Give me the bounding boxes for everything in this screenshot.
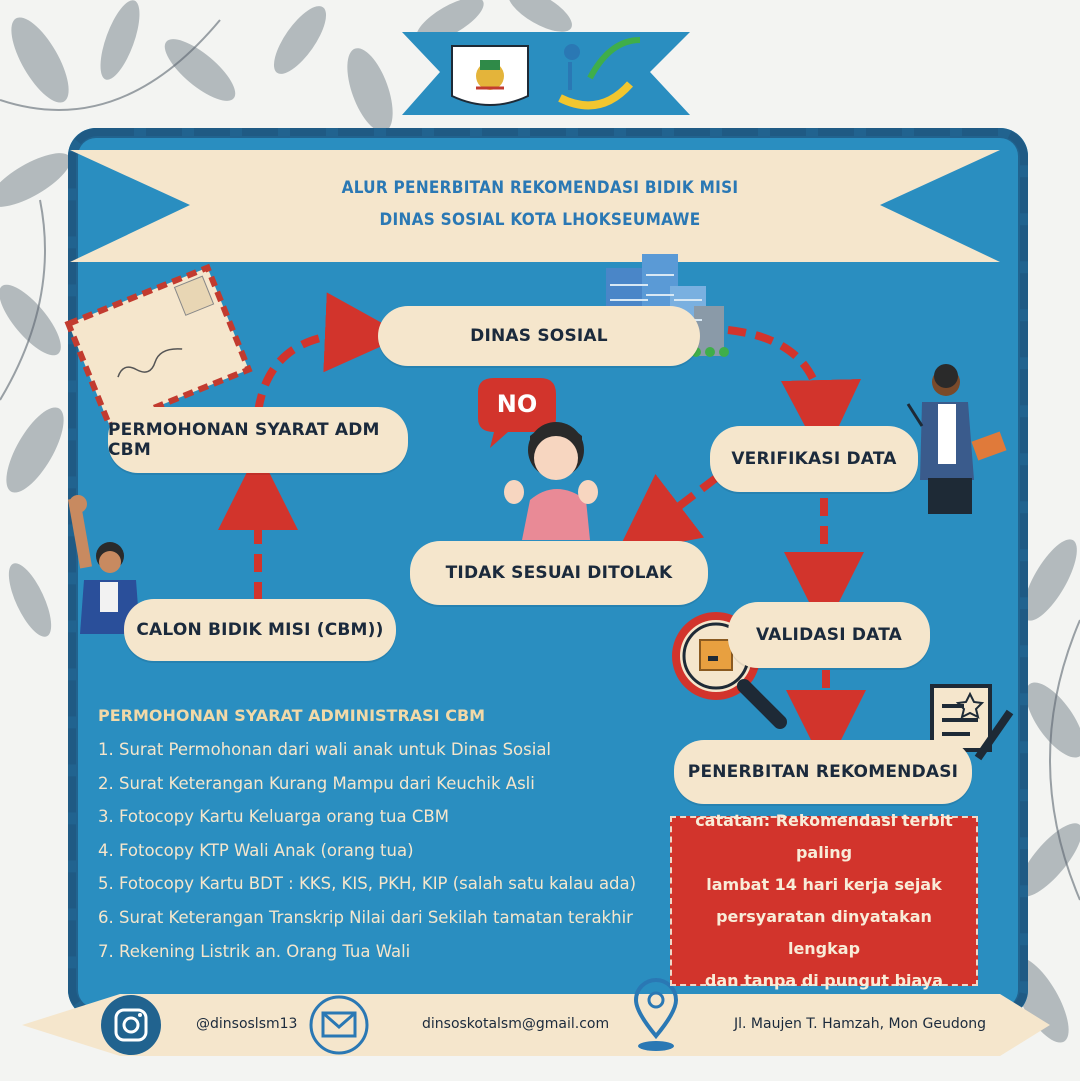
step-label: VALIDASI DATA <box>755 625 903 645</box>
street-address: Jl. Maujen T. Hamzah, Mon Geudong <box>734 1016 987 1032</box>
step-dinas-sosial <box>378 306 700 366</box>
step-label: DINAS SOSIAL <box>470 326 608 346</box>
requirements-title: PERMOHONAN SYARAT ADMINISTRASI CBM <box>98 706 486 725</box>
title-line-2: DINAS SOSIAL KOTA LHOKSEUMAWE <box>379 210 701 230</box>
requirements-section <box>98 706 658 968</box>
requirement-item: 7. Rekening Listrik an. Orang Tua Wali <box>98 941 411 961</box>
note-box <box>670 811 978 990</box>
note-line: dan tanpa di pungut biaya <box>704 971 944 990</box>
step-penerbitan <box>674 740 972 804</box>
requirement-item: 3. Fotocopy Kartu Keluarga orang tua CBM <box>98 807 449 827</box>
step-label: CALON BIDIK MISI (CBM)) <box>136 620 384 640</box>
requirement-item: 1. Surat Permohonan dari wali anak untuk Dinas Sosial <box>98 740 552 759</box>
arrow-permohonan-to-dinas <box>258 334 365 412</box>
arrow-dinas-to-verifikasi <box>728 330 822 420</box>
note-line: lambat 14 hari kerja sejak <box>706 875 942 894</box>
step-ditolak <box>410 541 708 605</box>
note-line: catatan: Rekomendasi terbit paling <box>695 811 953 862</box>
requirement-item: 4. Fotocopy KTP Wali Anak (orang tua) <box>98 840 414 860</box>
requirement-item: 5. Fotocopy Kartu BDT : KKS, KIS, PKH, KIP (salah satu kalau ada) <box>98 874 637 894</box>
step-label: TIDAK SESUAI DITOLAK <box>445 563 673 583</box>
step-label: PENERBITAN REKOMENDASI <box>687 762 959 782</box>
instagram-icon <box>101 995 161 1055</box>
requirements-list <box>98 733 658 968</box>
envelope-icon <box>68 268 248 426</box>
step-permohonan <box>108 407 408 473</box>
requirement-item: 6. Surat Keterangan Transkrip Nilai dari Sekilah tamatan terakhir <box>98 907 633 927</box>
email-address[interactable]: dinsoskotalsm@gmail.com <box>422 1016 610 1032</box>
step-validasi <box>728 602 930 668</box>
note-text <box>690 805 958 997</box>
step-label: VERIFIKASI DATA <box>731 449 897 469</box>
step-verifikasi <box>710 426 918 492</box>
step-label: PERMOHONAN SYARAT ADM CBM <box>108 420 380 460</box>
instagram-handle[interactable]: @dinsoslsm13 <box>196 1016 298 1032</box>
requirement-item: 2. Surat Keterangan Kurang Mampu dari Keuchik Asli <box>98 773 535 793</box>
note-line: persyaratan dinyatakan lengkap <box>716 907 932 958</box>
arrow-verifikasi-to-ditolak <box>648 478 716 530</box>
step-calon <box>124 599 396 661</box>
presenter-man-icon <box>908 364 1007 514</box>
title-line-1: ALUR PENERBITAN REKOMENDASI BIDIK MISI <box>341 178 739 198</box>
no-badge: NO <box>496 390 538 418</box>
